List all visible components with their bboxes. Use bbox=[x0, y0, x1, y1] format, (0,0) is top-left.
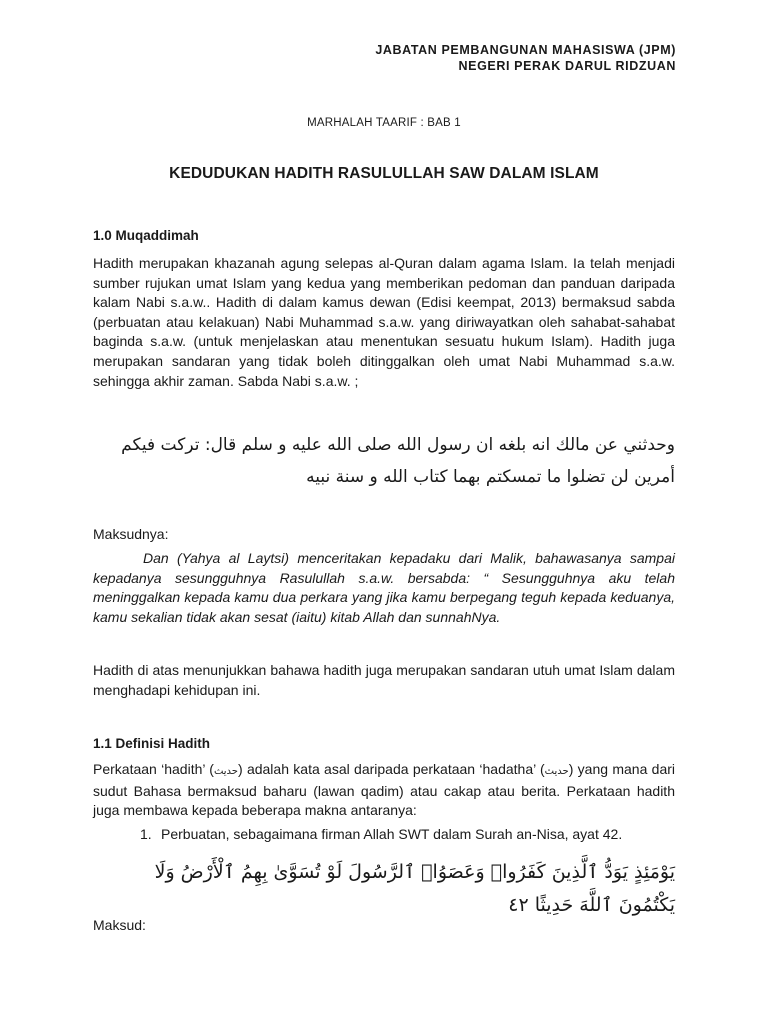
definisi-text-2: ) adalah kata asal daripada perkataan ‘hadatha’ ( bbox=[237, 761, 545, 777]
header-organization: JABATAN PEMBANGUNAN MAHASISWA (JPM) bbox=[375, 43, 676, 57]
page-title: KEDUDUKAN HADITH RASULULLAH SAW DALAM ISLAM bbox=[169, 165, 599, 182]
list-item-number: 1. bbox=[140, 826, 152, 842]
arabic-word-hadith: حديث bbox=[213, 766, 238, 777]
section-heading-definisi: 1.1 Definisi Hadith bbox=[93, 736, 211, 751]
section-heading-muqaddimah: 1.0 Muqaddimah bbox=[93, 228, 199, 243]
list-item bbox=[140, 825, 675, 845]
header-state: NEGERI PERAK DARUL RIDZUAN bbox=[458, 59, 676, 73]
hadith-arabic-text: وحدثني عن مالك انه بلغه ان رسول الله صلى الله عليه و سلم قال: تركت فيكم أمرين لن تضلوا ما تمسكتم بهما كتاب الله و سنة نبيه bbox=[121, 435, 675, 487]
muqaddimah-paragraph: Hadith merupakan khazanah agung selepas al-Quran dalam agama Islam. Ia telah menjadi sumber rujukan umat Islam yang kedua yang memberikan pedoman dan panduan daripada kalam Nabi s.a.w.. Hadith di dalam kamus dewan (Edisi keempat, 2013) bermaksud sabda (perbuatan atau kelakuan) Nabi Muhammad s.a.w. yang diriwayatkan oleh sahabat-sahabat baginda s.a.w. (untuk menjelaskan atau menentukan sesuatu hukum Islam). Hadith juga merupakan sandaran yang tidak boleh ditinggalkan oleh umat Nabi Muhammad s.a.w. sehingga akhir zaman. Sabda Nabi s.a.w. ; bbox=[93, 255, 675, 389]
definisi-paragraph bbox=[93, 760, 675, 821]
hadith-translation bbox=[93, 549, 675, 627]
hadith-conclusion: Hadith di atas menunjukkan bahawa hadith juga merupakan sandaran utuh umat Islam dalam menghadapi kehidupan ini. bbox=[93, 662, 675, 698]
quran-verse-an-nisa-42: يَوْمَئِذٍ يَوَدُّ ٱلَّذِينَ كَفَرُوا۟ وَعَصَوُا۟ ٱلرَّسُولَ لَوْ تُسَوَّىٰ بِهِمُ ٱلْأَرْضُ وَلَا يَكْتُمُونَ ٱللَّهَ حَدِيثًا ٤٢ bbox=[154, 861, 675, 916]
definisi-text-3: ) yang mana dari sudut Bahasa bermaksud baharu (lawan qadim) atau cakap atau berita. Perkataan hadith juga membawa kepada beberapa makna antaranya: bbox=[93, 761, 676, 819]
maksud-label: Maksudnya: bbox=[93, 526, 169, 542]
hadith-translation-text: Dan (Yahya al Laytsi) menceritakan kepadaku dari Malik, bahawasanya sampai kepadanya sesungguhnya Rasulullah s.a.w. bersabda: “ Sesungguhnya aku telah meninggalkan kepada kamu dua perkara yang jika kamu berpegang teguh kepada keduanya, kamu sekalian tidak akan sesat (iaitu) kitab Allah dan sunnahNya. bbox=[93, 550, 675, 625]
arabic-word-hadatha: حديث bbox=[544, 766, 569, 777]
list-item-text: Perbuatan, sebagaimana firman Allah SWT dalam Surah an-Nisa, ayat 42. bbox=[161, 826, 623, 842]
chapter-label: MARHALAH TAARIF : BAB 1 bbox=[307, 117, 461, 129]
definisi-text-1: Perkataan ‘hadith’ ( bbox=[93, 761, 214, 777]
maksud-label-2: Maksud: bbox=[93, 917, 146, 933]
